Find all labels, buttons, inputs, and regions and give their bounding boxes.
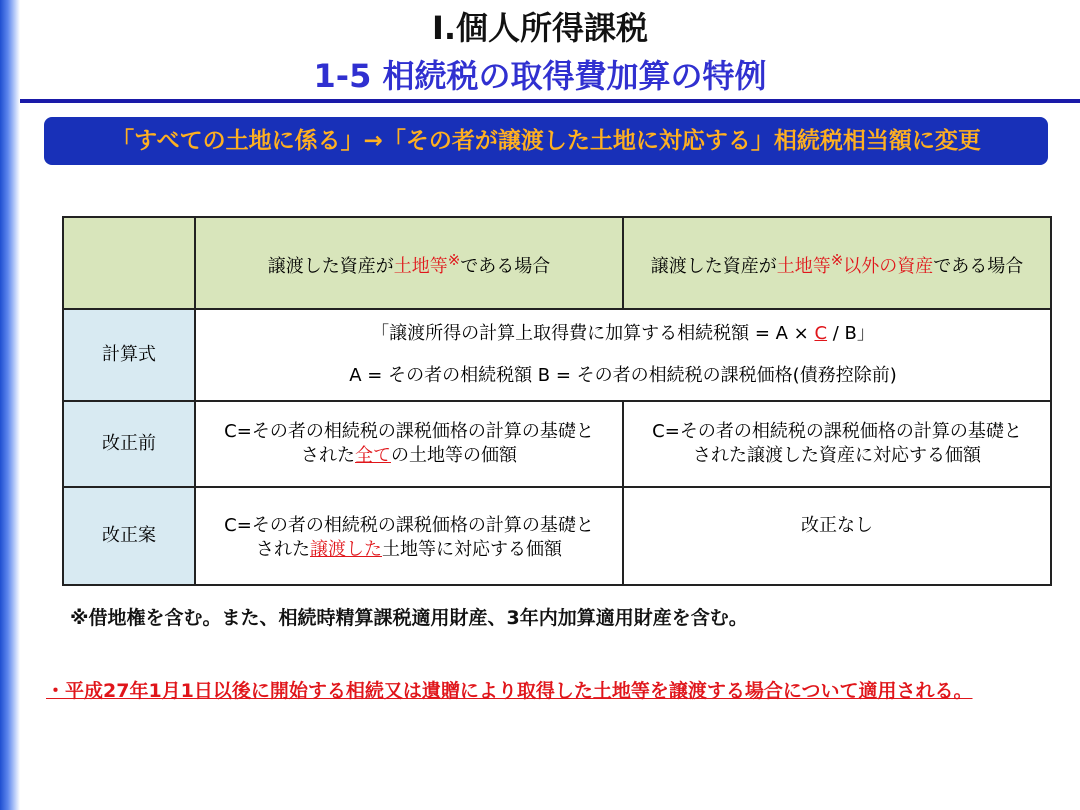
effective-date-note: ・平成27年1月1日以後に開始する相続又は遺贈により取得した土地等を譲渡する場合について適用される。 xyxy=(46,680,973,702)
title-divider xyxy=(20,99,1080,103)
row-label-proposal: 改正案 xyxy=(63,487,195,585)
land-highlight: 土地等 xyxy=(393,255,448,277)
before-land-cell: C=その者の相続税の課税価格の計算の基礎と された全ての土地等の価額 xyxy=(195,401,623,487)
formula-definitions: A = その者の相続税額 B = その者の相続税の課税価格(債務控除前) xyxy=(349,365,897,386)
formula-line: 「譲渡所得の計算上取得費に加算する相続税額 = A × C / B」 xyxy=(371,323,875,344)
header-empty-cell xyxy=(63,217,195,309)
comparison-table xyxy=(62,216,1052,586)
page-subtitle: 1-5 相続税の取得費加算の特例 xyxy=(313,57,767,95)
formula-cell xyxy=(195,309,1051,401)
summary-banner: 「すべての土地に係る」→「その者が譲渡した土地に対応する」相続税相当額に変更 xyxy=(44,117,1048,165)
proposal-land-cell: C=その者の相続税の課税価格の計算の基礎と された譲渡した土地等に対応する価額 xyxy=(195,487,623,585)
before-nonland-cell: C=その者の相続税の課税価格の計算の基礎と された譲渡した資産に対応する価額 xyxy=(623,401,1051,487)
left-gradient-bar xyxy=(0,0,20,810)
page-title: Ⅰ.個人所得課税 xyxy=(431,9,649,47)
row-label-before: 改正前 xyxy=(63,401,195,487)
row-label-formula: 計算式 xyxy=(63,309,195,401)
header-land-case: 譲渡した資産が土地等※である場合 xyxy=(195,217,623,309)
proposal-nonland-cell: 改正なし xyxy=(623,487,1051,585)
footnote: ※借地権を含む。また、相続時精算課税適用財産、3年内加算適用財産を含む。 xyxy=(70,607,748,629)
header-nonland-case: 譲渡した資産が土地等※以外の資産である場合 xyxy=(623,217,1051,309)
